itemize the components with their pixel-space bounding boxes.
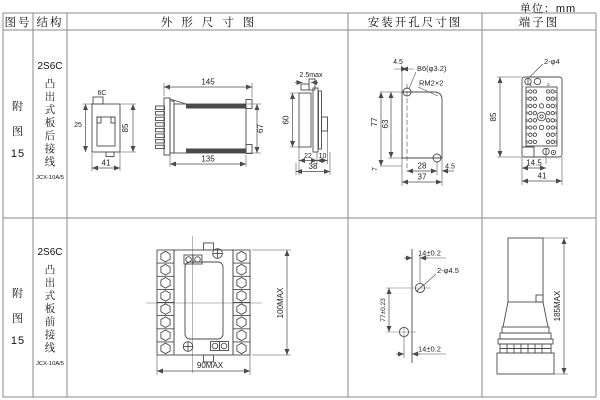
hole-spec-label: B6(φ3.2) — [417, 64, 447, 73]
header-outline-dims: 外形尺寸图 — [160, 16, 264, 29]
pin-number: 6 — [554, 125, 557, 130]
dim-41-terminal: 41 — [537, 171, 547, 181]
relay-type: JCX-10A/5 — [35, 361, 65, 367]
dim-2-5max: 2.5max — [299, 72, 323, 79]
terminal-col-left: 1 — [529, 83, 532, 88]
dim-77-tol: 77±0.23 — [380, 298, 387, 322]
hole-label-2phi45: 2-φ4.5 — [437, 266, 459, 275]
dim-14-top: 14±0.2 — [418, 248, 441, 258]
dim-4-5-top: 4.5 — [393, 59, 403, 66]
figure-num: 15 — [10, 148, 26, 160]
hole-label-2phi4: 2-φ4 — [544, 57, 560, 66]
dim-4-5-right: 4.5 — [445, 163, 455, 171]
pin-number: 4 — [526, 110, 529, 116]
pin-number: 8 — [554, 139, 557, 145]
dim-100max: 100MAX — [276, 287, 285, 319]
terminal-side-view-row2 — [497, 238, 568, 374]
outline-side-view-row1 — [156, 78, 266, 168]
dim-85-terminal: 85 — [489, 112, 498, 122]
dim-14-bottom: 14±0.2 — [418, 344, 441, 354]
outline-front-view-row2 — [146, 236, 291, 375]
dim-67: 67 — [256, 124, 265, 133]
dim-63: 63 — [381, 119, 390, 129]
pin-number: 3 — [526, 103, 529, 109]
pin-number: 5 — [526, 117, 529, 123]
terminal-diagram-row1 — [489, 57, 562, 185]
dim-10: 10 — [318, 153, 327, 160]
label-6c: 6C — [97, 90, 107, 97]
pin-number: 8 — [526, 139, 529, 145]
pin-number: 7 — [526, 132, 529, 138]
dim-28: 28 — [417, 161, 427, 171]
pin-number: 1 — [526, 89, 529, 94]
dim-135: 135 — [201, 154, 215, 164]
header-figure-no: 图号 — [4, 16, 32, 29]
dim-41-front: 41 — [101, 158, 111, 168]
relay-model: 2S6C — [37, 61, 63, 72]
unit-label: 单位：mm — [519, 3, 577, 15]
mounting-cutout-row1 — [370, 59, 455, 186]
pin-number: 6 — [526, 125, 529, 130]
dim-22: 22 — [304, 153, 312, 160]
dim-37: 37 — [417, 172, 427, 182]
terminal-col-right: 2 — [546, 83, 550, 88]
pin-number: 2 — [526, 96, 529, 102]
pin-number: 3 — [554, 103, 557, 109]
dim-90max: 90MAX — [196, 361, 224, 370]
dim-77: 77 — [370, 117, 379, 127]
mounting-style-text: 凸出式板后接线 — [43, 78, 56, 169]
figure-num: 15 — [10, 335, 26, 347]
dim-38: 38 — [308, 162, 318, 171]
pin-number: 2 — [554, 96, 557, 102]
pin-number: 1 — [554, 89, 557, 94]
header-mounting-dims: 安装开孔尺寸图 — [367, 16, 463, 29]
header-structure: 结构 — [36, 16, 64, 29]
dim-14-5: 14.5 — [526, 158, 542, 168]
relay-model: 2S6C — [37, 247, 63, 258]
outline-rear-view-row1 — [282, 72, 331, 175]
dim-7: 7 — [372, 167, 379, 171]
figure-char: 附 — [12, 101, 24, 113]
mounting-holes-row2 — [380, 248, 459, 363]
figure-char: 图 — [12, 313, 24, 325]
dim-25: 25 — [74, 122, 82, 129]
screw-spec-label: RM2×2 — [419, 78, 444, 88]
dim-60: 60 — [281, 115, 291, 125]
figure-char: 图 — [12, 126, 24, 138]
pin-number: 7 — [554, 132, 557, 138]
dim-145: 145 — [201, 77, 215, 87]
pin-number: 4 — [554, 110, 557, 116]
dim-85-front: 85 — [121, 123, 130, 133]
figure-char: 附 — [12, 288, 24, 300]
relay-type: JCX-10A/5 — [35, 175, 65, 181]
header-terminal-diagram: 端子图 — [518, 16, 560, 29]
dim-185max: 185MAX — [553, 290, 562, 322]
pin-number: 5 — [554, 117, 557, 123]
outline-front-view-row1 — [74, 90, 136, 171]
mounting-style-text: 凸出式板前接线 — [43, 264, 56, 355]
